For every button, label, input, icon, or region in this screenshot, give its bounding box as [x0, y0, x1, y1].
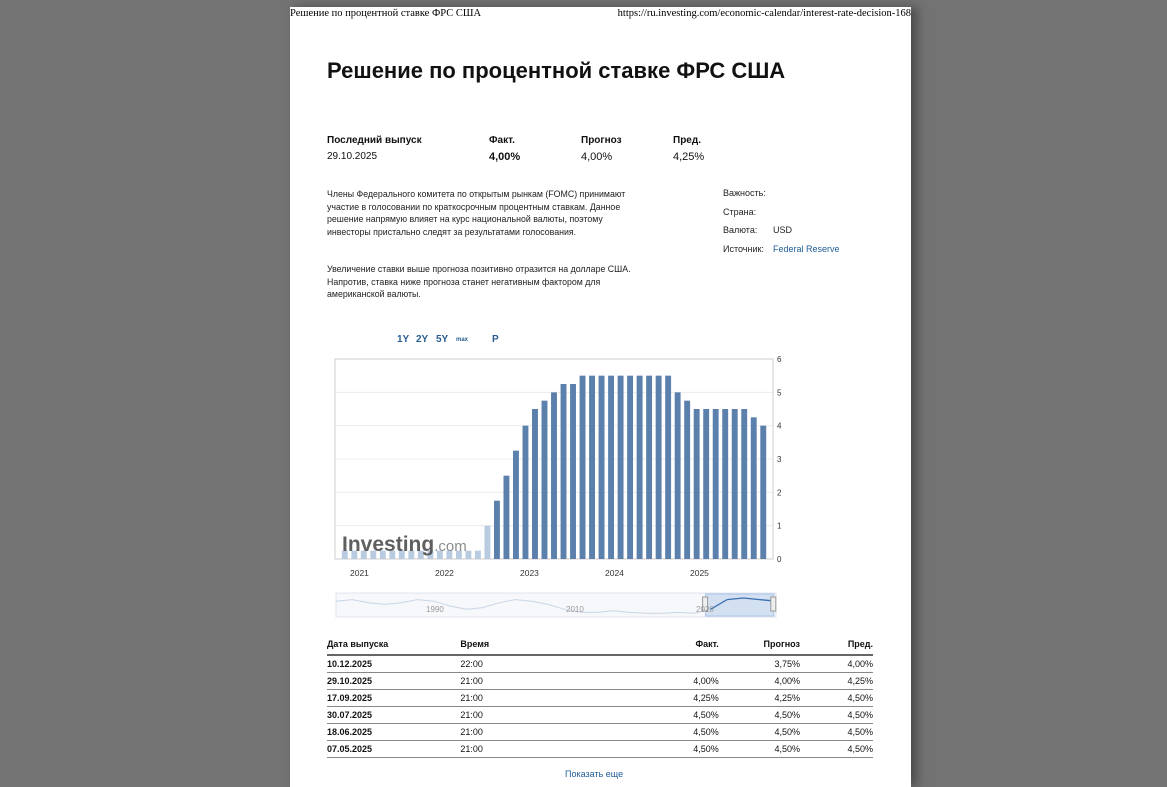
y-tick-label: 4 [777, 421, 782, 431]
cell-time: 21:00 [460, 724, 627, 741]
rate-bar-chart [330, 352, 790, 582]
print-header-url: https://ru.investing.com/economic-calendar/interest-rate-decision-168 [617, 8, 911, 19]
bar [475, 551, 481, 559]
bar [760, 426, 766, 559]
print-header-title: Решение по процентной ставке ФРС США [290, 8, 482, 19]
cell-forecast: 4,25% [719, 690, 800, 707]
cell-date: 18.06.2025 [327, 724, 460, 741]
watermark-brand: Investing [342, 533, 435, 556]
bar [561, 384, 567, 559]
cell-date: 17.09.2025 [327, 690, 460, 707]
page-title: Решение по процентной ставке ФРС США [327, 58, 786, 83]
cell-forecast: 3,75% [719, 655, 800, 673]
table-header-row [327, 638, 873, 655]
bar [589, 376, 595, 559]
bar [618, 376, 624, 559]
time-navigator[interactable] [336, 593, 776, 619]
bar [627, 376, 633, 559]
importance-row [723, 188, 766, 198]
cell-previous: 4,50% [800, 724, 873, 741]
cell-date: 30.07.2025 [327, 707, 460, 724]
actual-label: Факт. [489, 135, 515, 146]
bar [513, 451, 519, 559]
country-label: Страна: [723, 207, 757, 217]
bar [484, 526, 490, 559]
bar [684, 401, 690, 559]
period-p-button[interactable]: P [492, 334, 499, 345]
bar [494, 501, 500, 559]
currency-label: Валюта: [723, 225, 758, 235]
period-2y-button[interactable]: 2Y [416, 334, 429, 345]
navigator-selection[interactable] [706, 594, 774, 616]
x-tick-label: 2021 [350, 568, 369, 578]
bar [703, 409, 709, 559]
cell-time: 21:00 [460, 673, 627, 690]
navigator-year-label: 2010 [566, 605, 584, 614]
bar [570, 384, 576, 559]
document-page [290, 7, 911, 787]
cell-actual: 4,25% [627, 690, 719, 707]
y-tick-label: 0 [777, 555, 782, 564]
cell-actual: 4,00% [627, 673, 719, 690]
source-row [723, 244, 840, 254]
bar [675, 392, 681, 559]
bar [551, 392, 557, 559]
table-row [327, 724, 873, 741]
col-previous[interactable]: Пред. [800, 638, 873, 655]
cell-date: 07.05.2025 [327, 741, 460, 758]
table-row [327, 707, 873, 724]
col-forecast[interactable]: Прогноз [719, 638, 800, 655]
y-tick-label: 6 [777, 355, 782, 364]
cell-time: 21:00 [460, 707, 627, 724]
latest-release-value: 29.10.2025 [327, 151, 378, 162]
country-row [723, 207, 756, 217]
table-row [327, 655, 873, 673]
cell-forecast: 4,50% [719, 741, 800, 758]
bar [637, 376, 643, 559]
cell-previous: 4,00% [800, 655, 873, 673]
previous-label: Пред. [673, 135, 701, 146]
cell-actual: 4,50% [627, 741, 719, 758]
x-tick-label: 2023 [520, 568, 539, 578]
y-tick-label: 3 [777, 455, 782, 464]
currency-row [723, 225, 793, 235]
x-tick-label: 2025 [690, 568, 709, 578]
col-actual[interactable]: Факт. [627, 638, 719, 655]
bar [646, 376, 652, 559]
bar [542, 401, 548, 559]
history-table [327, 638, 873, 758]
table-row [327, 741, 873, 758]
previous-value: 4,25% [673, 151, 705, 163]
actual-summary [489, 135, 520, 163]
x-tick-label: 2022 [435, 568, 454, 578]
forecast-label: Прогноз [581, 135, 622, 146]
cell-time: 21:00 [460, 741, 627, 758]
bar [722, 409, 728, 559]
col-time[interactable]: Время [460, 638, 627, 655]
bar [599, 376, 605, 559]
forecast-summary [581, 135, 622, 163]
bar [751, 417, 757, 559]
latest-release [327, 135, 422, 162]
cell-time: 22:00 [460, 655, 627, 673]
cell-previous: 4,25% [800, 673, 873, 690]
bar [665, 376, 671, 559]
navigator-year-label: 1990 [426, 605, 444, 614]
bar [532, 409, 538, 559]
source-label: Источник: [723, 244, 764, 254]
importance-label: Важность: [723, 188, 766, 198]
cell-actual [627, 655, 719, 673]
cell-date: 10.12.2025 [327, 655, 460, 673]
table-row [327, 673, 873, 690]
period-max-button[interactable]: max [456, 337, 469, 343]
show-more-link[interactable]: Показать еще [565, 769, 624, 779]
currency-value: USD [773, 225, 793, 235]
actual-value: 4,00% [489, 151, 521, 163]
navigator-right-handle[interactable] [771, 597, 776, 611]
y-tick-label: 5 [777, 388, 782, 398]
col-release-date[interactable]: Дата выпуска [327, 638, 460, 655]
y-tick-label: 2 [777, 488, 782, 498]
table-row [327, 690, 873, 707]
cell-forecast: 4,50% [719, 707, 800, 724]
y-tick-label: 1 [777, 521, 782, 531]
cell-forecast: 4,00% [719, 673, 800, 690]
period-1y-button[interactable]: 1Y [397, 334, 410, 345]
description-paragraph-2: Увеличение ставки выше прогноза позитивно отразится на долларе США. Напротив, ставка ниже прогноза станет негативным фактором для американской валюты. [327, 264, 631, 299]
bar [741, 409, 747, 559]
cell-previous: 4,50% [800, 707, 873, 724]
bar [656, 376, 662, 559]
investing-watermark-logo [342, 533, 467, 556]
cell-time: 21:00 [460, 690, 627, 707]
forecast-value: 4,00% [581, 151, 613, 163]
navigator-year-label: 2020 [696, 605, 714, 614]
bar [523, 426, 529, 559]
period-5y-button[interactable]: 5Y [436, 334, 449, 345]
cell-forecast: 4,50% [719, 724, 800, 741]
previous-summary [673, 135, 704, 163]
bar [694, 409, 700, 559]
bar [713, 409, 719, 559]
watermark-suffix: .com [434, 538, 467, 555]
cell-previous: 4,50% [800, 741, 873, 758]
latest-release-label: Последний выпуск [327, 135, 422, 146]
bar [503, 476, 509, 559]
cell-previous: 4,50% [800, 690, 873, 707]
bar [580, 376, 586, 559]
x-tick-label: 2024 [605, 568, 624, 578]
cell-actual: 4,50% [627, 707, 719, 724]
cell-date: 29.10.2025 [327, 673, 460, 690]
bar [732, 409, 738, 559]
source-link[interactable]: Federal Reserve [773, 244, 840, 254]
cell-actual: 4,50% [627, 724, 719, 741]
bar [608, 376, 614, 559]
description-paragraph-1: Члены Федерального комитета по открытым рынкам (FOMC) принимают участие в голосовании по краткосрочным процентным ставкам. Данное решение напрямую влияет на курс национальной валюты, поэтому инвесторы пристально следят за результатами голосования. [327, 189, 626, 237]
